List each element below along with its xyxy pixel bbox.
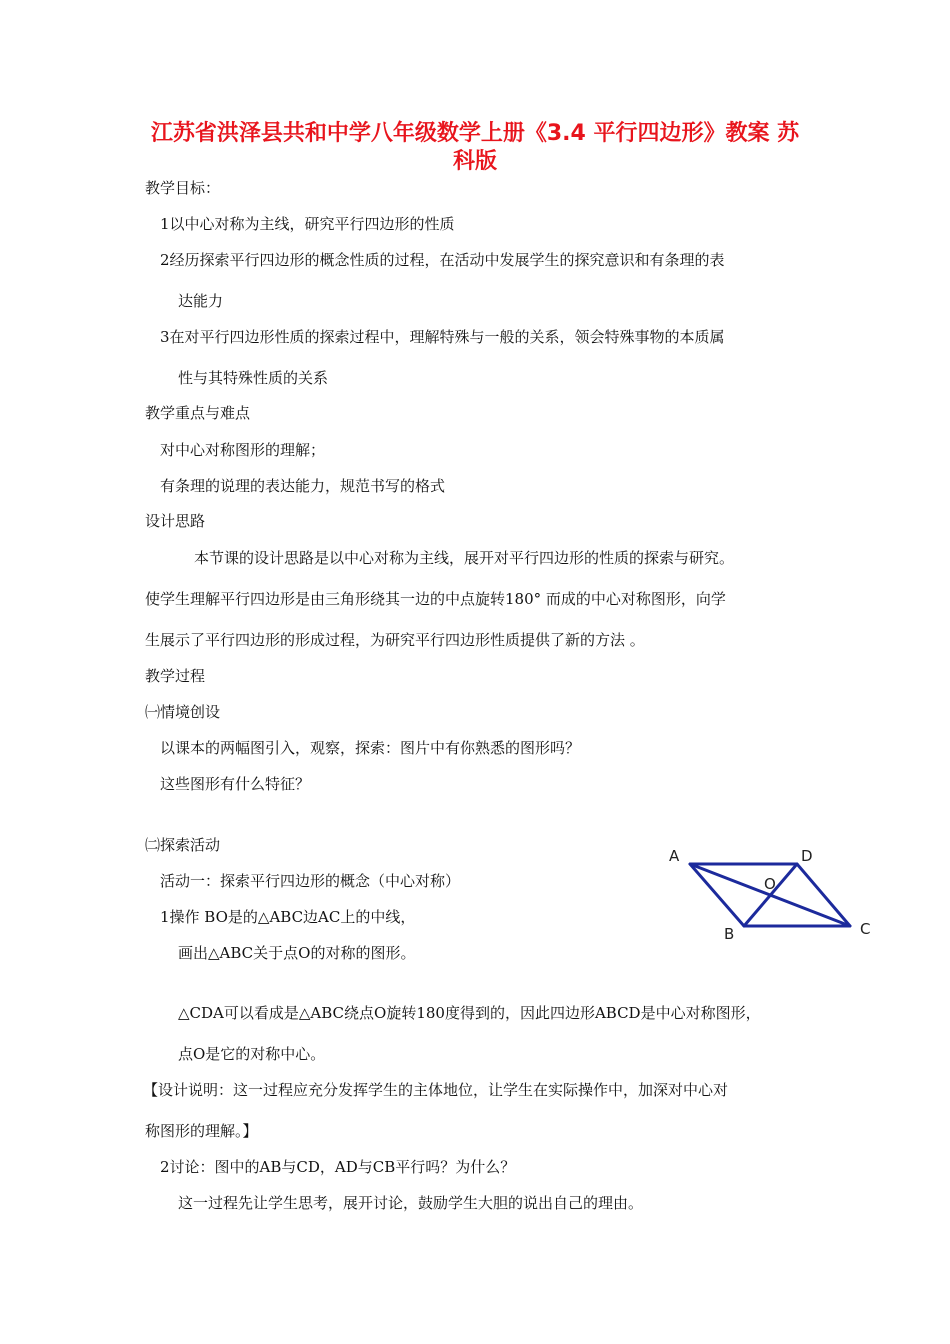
keypoint-line: 对中心对称图形的理解； <box>160 441 326 459</box>
step1-line: 1操作 BO是的△ABC边AC上的中线， <box>160 908 416 926</box>
label-a: A <box>669 847 680 865</box>
design-line: 本节课的设计思路是以中心对称为主线，展开对平行四边形的性质的探索与研究。 <box>194 549 735 567</box>
explain-line: 点O是它的对称中心。 <box>178 1045 326 1063</box>
label-c: C <box>860 920 871 938</box>
objective-line: 达能力 <box>178 292 224 310</box>
part1-line: 这些图形有什么特征？ <box>160 775 311 793</box>
parallelogram-diagram <box>660 840 890 950</box>
design-heading: 设计思路 <box>145 512 206 530</box>
objective-line: 性与其特殊性质的关系 <box>178 369 329 387</box>
diagonal-bd <box>744 864 797 926</box>
keypoint-line: 有条理的说理的表达能力，规范书写的格式 <box>160 477 446 495</box>
step2b-line: 这一过程先让学生思考，展开讨论，鼓励学生大胆的说出自己的理由。 <box>178 1194 644 1212</box>
process-heading: 教学过程 <box>145 667 206 685</box>
part2-heading: ㈡探索活动 <box>145 836 221 854</box>
activity1-line: 活动一：探索平行四边形的概念（中心对称） <box>160 872 461 890</box>
design-line: 使学生理解平行四边形是由三角形绕其一边的中点旋转180° 而成的中心对称图形，向学 <box>145 590 726 608</box>
part1-line: 以课本的两幅图引入，观察，探索：图片中有你熟悉的图形吗？ <box>160 739 581 757</box>
part1-heading: ㈠情境创设 <box>145 703 221 721</box>
explain-line: △CDA可以看成是△ABC绕点O旋转180度得到的，因此四边形ABCD是中心对称图形， <box>178 1004 761 1022</box>
step2-line: 2讨论：图中的AB与CD，AD与CB平行吗？为什么？ <box>160 1158 516 1176</box>
label-o: O <box>764 875 776 893</box>
label-d: D <box>801 847 813 865</box>
objective-line: 3在对平行四边形性质的探索过程中，理解特殊与一般的关系，领会特殊事物的本质属 <box>160 328 725 346</box>
document-title: 江苏省洪泽县共和中学八年级数学上册《3.4 平行四边形》教案 苏科版 <box>150 121 800 174</box>
design-line: 生展示了平行四边形的形成过程，为研究平行四边形性质提供了新的方法 。 <box>145 631 645 649</box>
step1b-line: 画出△ABC关于点O的对称的图形。 <box>178 944 416 962</box>
design-note-line: 称图形的理解。】 <box>145 1122 258 1140</box>
keypoints-heading: 教学重点与难点 <box>145 404 251 422</box>
objective-line: 1以中心对称为主线，研究平行四边形的性质 <box>160 215 455 233</box>
label-b: B <box>724 925 735 943</box>
design-note-line: 【设计说明：这一过程应充分发挥学生的主体地位，让学生在实际操作中，加深对中心对 <box>143 1081 729 1099</box>
objectives-heading: 教学目标： <box>145 179 221 197</box>
objective-line: 2经历探索平行四边形的概念性质的过程，在活动中发展学生的探究意识和有条理的表 <box>160 251 725 269</box>
